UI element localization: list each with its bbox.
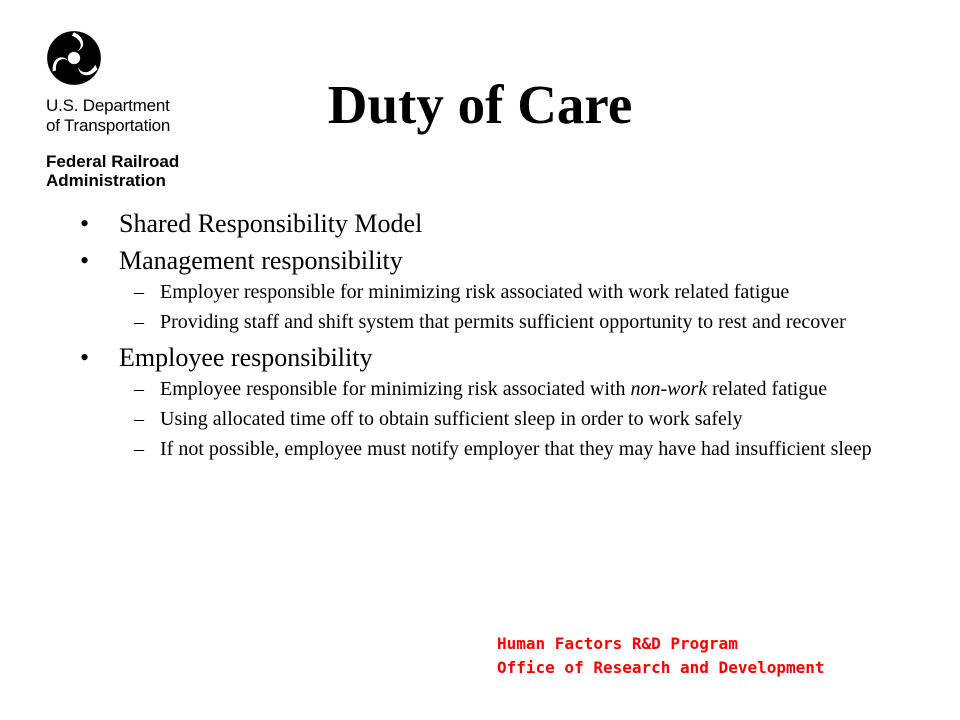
bullet-text: Management responsibility <box>119 246 403 275</box>
sub-item-text-end: related fatigue <box>707 378 828 400</box>
sub-item-emphasis: non-work <box>630 378 708 400</box>
sub-item-text: Using allocated time off to obtain sufficient sleep in order to work safely <box>160 408 743 430</box>
dash-symbol: – <box>134 281 144 303</box>
footer-line-office: Office of Research and Development <box>497 658 825 677</box>
sub-item <box>78 312 878 333</box>
department-name-line2: of Transportation <box>46 116 171 135</box>
agency-name-line2: Administration <box>46 171 166 190</box>
dash-symbol: – <box>134 438 144 460</box>
bullet-item <box>78 245 878 277</box>
bullet-symbol: • <box>80 209 90 238</box>
sub-item-text: Employer responsible for minimizing risk associated with work related fatigue <box>160 281 790 303</box>
management-sub-list <box>78 282 878 333</box>
sub-item-text: Providing staff and shift system that permits sufficient opportunity to rest and recover <box>160 311 846 333</box>
sub-item-text-start: Employee responsible for minimizing risk associated with <box>160 378 631 400</box>
department-name-line1: U.S. Department <box>46 96 170 115</box>
sub-item <box>78 409 878 430</box>
agency-name-line1: Federal Railroad <box>46 152 180 171</box>
sub-item-text: If not possible, employee must notify employer that they may have had insufficient sleep <box>160 438 872 460</box>
sub-item <box>78 379 878 400</box>
bullet-item <box>78 342 878 374</box>
bullet-symbol: • <box>80 246 90 275</box>
slide-title: Duty of Care <box>327 74 633 135</box>
footer-line-program: Human Factors R&D Program <box>497 634 738 653</box>
sub-item <box>78 282 878 303</box>
sub-item-text <box>160 378 827 400</box>
dash-symbol: – <box>134 378 144 400</box>
bullet-item <box>78 208 878 240</box>
dash-symbol: – <box>134 311 144 333</box>
program-footer <box>497 632 825 680</box>
slide-body <box>78 208 878 469</box>
bullet-text: Shared Responsibility Model <box>119 209 423 238</box>
employee-sub-list <box>78 379 878 460</box>
dash-symbol: – <box>134 408 144 430</box>
sub-item <box>78 439 878 460</box>
bullet-symbol: • <box>80 343 90 372</box>
bullet-text: Employee responsibility <box>119 343 373 372</box>
